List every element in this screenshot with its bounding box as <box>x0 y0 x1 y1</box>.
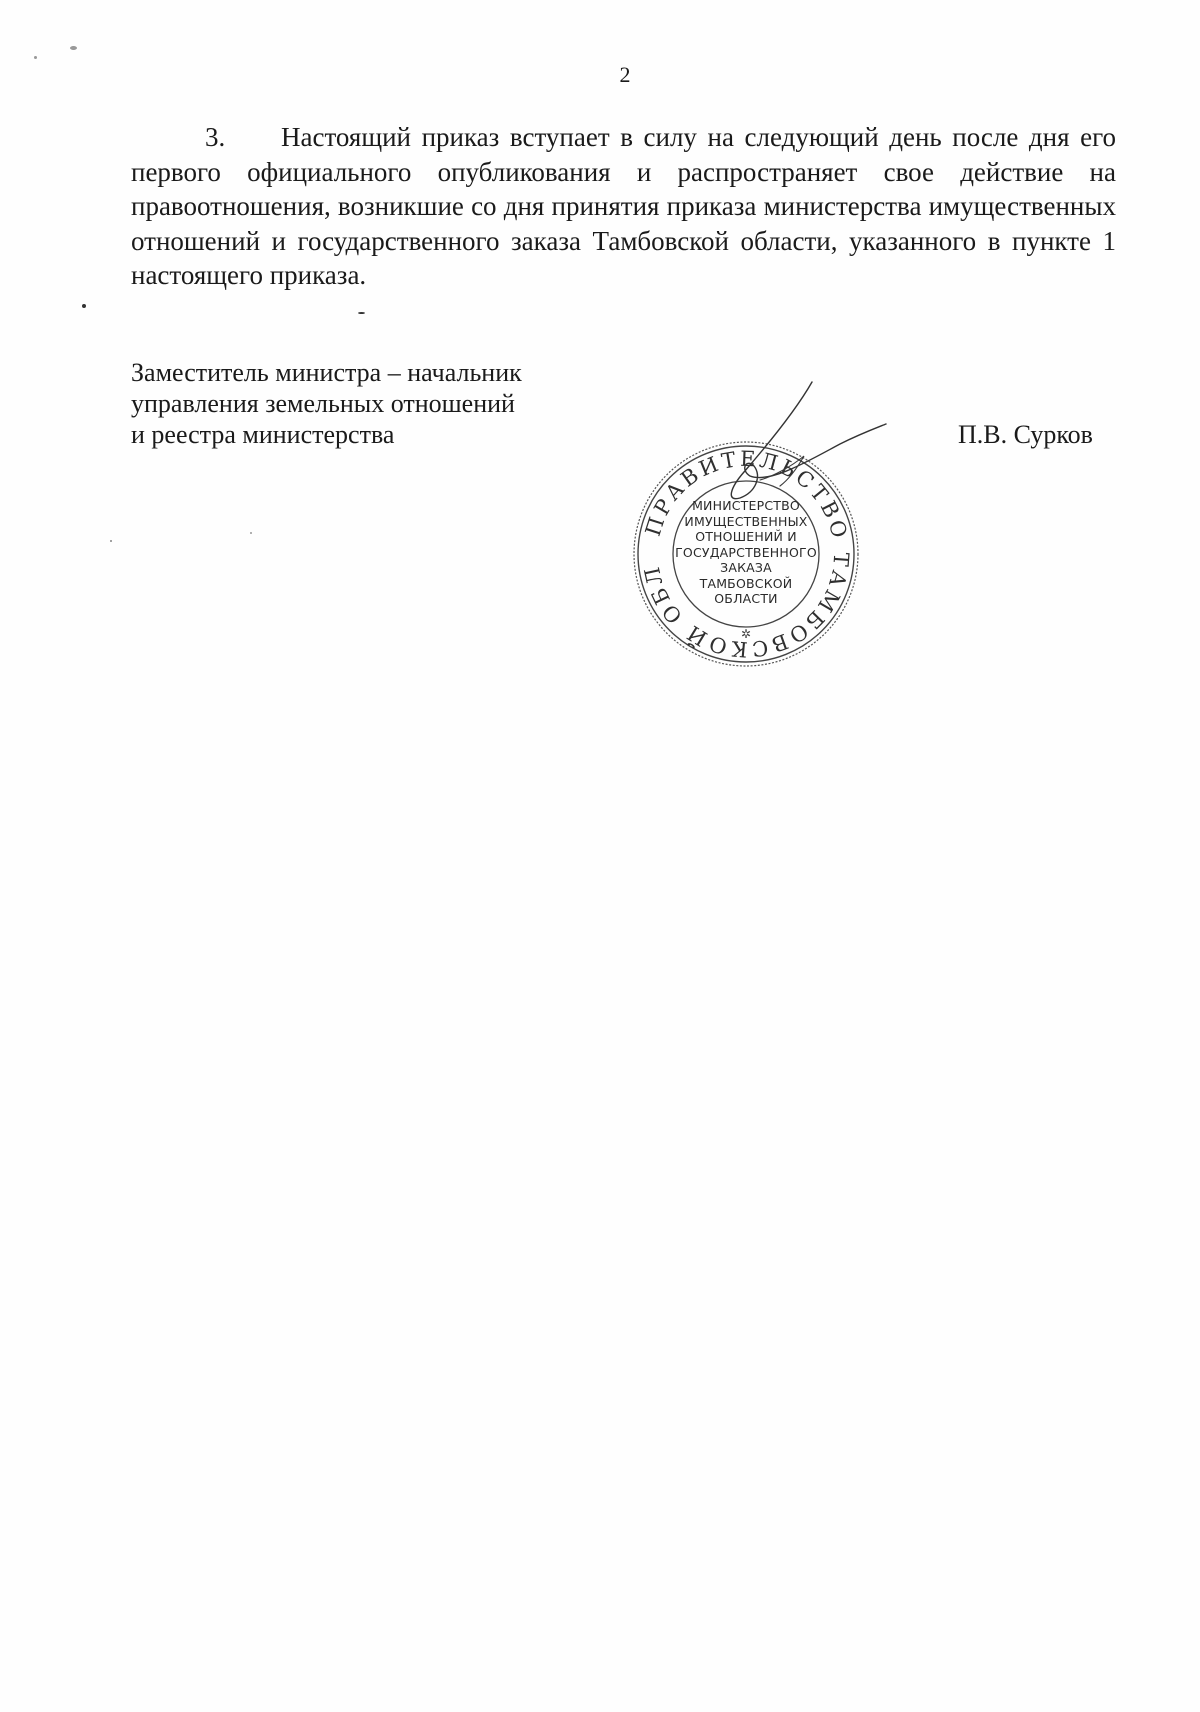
seal-center-line: ИМУЩЕСТВЕННЫХ <box>684 513 808 529</box>
seal-center-line: ОТНОШЕНИЙ И <box>695 529 797 544</box>
scan-speck <box>82 304 86 308</box>
scan-speck <box>70 46 77 50</box>
scan-speck <box>34 56 37 59</box>
seal-outer-text: ПРАВИТЕЛЬСТВО ТАМБОВСКОЙ ОБЛ <box>639 446 854 662</box>
scan-speck <box>250 532 252 534</box>
clause-text: Настоящий приказ вступает в силу на следующий день после дня его первого официального опубликования и распространяет свое действие на правоотношения, возникшие со дня принятия приказа министерства имущественных отношений и государственного заказа Тамбовской области, указанного в пункте 1 настоящего приказа. <box>131 122 1116 290</box>
clause-number: 3. <box>205 122 226 152</box>
seal-center-line: ЗАКАЗА <box>720 560 772 575</box>
seal-center-line: МИНИСТЕРСТВО <box>692 498 800 513</box>
signatory-position <box>131 357 522 450</box>
signatory-position-line: управления земельных отношений <box>131 389 515 418</box>
seal-center-line: ОБЛАСТИ <box>714 591 778 606</box>
scan-speck <box>110 540 112 542</box>
scan-speck <box>358 312 365 314</box>
seal-center-line: ГОСУДАРСТВЕННОГО <box>675 544 817 560</box>
clause-paragraph <box>131 120 1116 293</box>
page-number: 2 <box>619 62 631 87</box>
signatory-name: П.В. Сурков <box>958 420 1093 449</box>
seal-center-line: ТАМБОВСКОЙ <box>699 575 793 591</box>
handwritten-signature <box>700 380 890 580</box>
signatory-position-line: Заместитель министра – начальник <box>131 358 522 387</box>
seal-star-icon: ✲ <box>740 627 752 641</box>
signatory-position-line: и реестра министерства <box>131 420 395 449</box>
